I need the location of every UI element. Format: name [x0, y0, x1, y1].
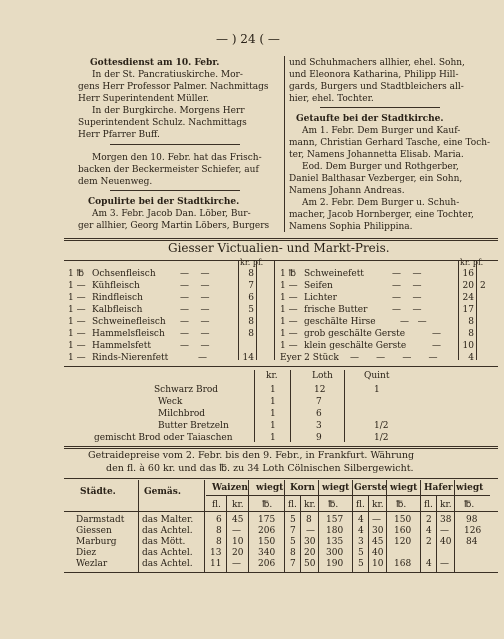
unit-header-left: kr. pf.	[240, 258, 264, 267]
kr: 8	[468, 329, 474, 339]
kr: 7	[248, 281, 254, 291]
measure: das Achtel.	[142, 548, 193, 558]
measure: das Mött.	[142, 537, 186, 547]
grain-header-rule	[64, 511, 498, 512]
kr: 16	[462, 269, 474, 279]
bread-quint: 1/2	[374, 433, 389, 443]
h-fl: 2	[426, 515, 432, 525]
g-kr: —	[372, 515, 381, 525]
qty: 1 —	[68, 341, 86, 351]
item: Lichter	[304, 293, 337, 303]
text-line: hier, ehel. Tochter.	[289, 94, 374, 104]
grain-header-wiegt: wiegt	[390, 483, 418, 493]
bread-item: Weck	[158, 397, 183, 407]
city: Diez	[76, 548, 97, 558]
dash: — —	[180, 281, 210, 291]
bread-loth: 7	[316, 397, 322, 407]
h-fl: 2	[426, 537, 432, 547]
text-line: ger allhier, Georg Martin Löbers, Burgers	[78, 221, 270, 231]
text-line: und Eleonora Katharina, Philipp Hill-	[289, 70, 459, 80]
g-lb: 150	[394, 515, 412, 525]
bread-quint: 1/2	[374, 421, 389, 431]
qty: 1 ℔	[68, 269, 84, 279]
kr: 14	[242, 353, 254, 363]
heading-copulirte: Copulirte bei der Stadtkirche.	[88, 197, 240, 207]
dash: — —	[392, 281, 422, 291]
grain-header-measure: Gemäs.	[144, 487, 181, 497]
bread-kr: 1	[270, 409, 276, 419]
prices-title-rule	[64, 260, 498, 261]
bread-item: Schwarz Brod	[154, 385, 219, 395]
bread-kr: 1	[270, 421, 276, 431]
item: Seifen	[304, 281, 333, 291]
dash: — —	[180, 269, 210, 279]
city: Wezlar	[76, 559, 108, 569]
grain-header-gerste: Gerste	[354, 483, 388, 493]
g-lb: 168	[394, 559, 412, 569]
column-divider	[284, 56, 285, 232]
text-line: Herr Superintendent Müller.	[78, 94, 210, 104]
unit-kr: kr.	[440, 500, 452, 510]
bread-loth: 6	[316, 409, 322, 419]
w-fl: 13	[210, 548, 222, 558]
k-kr: 50	[304, 559, 316, 569]
dash: — —	[400, 317, 427, 327]
unit-lb: ℔.	[396, 500, 407, 510]
g-kr: 40	[372, 548, 384, 558]
text-line: Am 1. Febr. Dem Burger und Kauf-	[302, 126, 461, 136]
price-col-rule	[238, 260, 239, 360]
w-lb: 206	[258, 559, 276, 569]
separator	[110, 144, 240, 145]
k-lb: 190	[326, 559, 344, 569]
qty: 1 —	[68, 317, 86, 327]
w-kr: 20	[232, 548, 244, 558]
text-line: Daniel Balthasar Vezberger, ein Sohn,	[289, 174, 463, 184]
bread-col-rule	[290, 370, 291, 442]
grain-col-rule	[352, 480, 353, 572]
bread-quint: 1	[374, 385, 380, 395]
dash: — —	[180, 341, 210, 351]
dash: — —	[392, 305, 422, 315]
item: Schweinefleisch	[92, 317, 166, 327]
measure: das Malter.	[142, 515, 194, 525]
k-kr: 30	[304, 537, 316, 547]
g-lb: 160	[394, 526, 412, 536]
grain-title-rule	[64, 478, 498, 479]
kr: 5	[248, 305, 254, 315]
bread-kr: 1	[270, 397, 276, 407]
unit-kr: kr.	[232, 500, 244, 510]
grain-header-korn: Korn	[290, 483, 315, 493]
grain-top-rule	[64, 446, 498, 449]
qty: 1 —	[68, 353, 86, 363]
k-fl: 5	[290, 515, 296, 525]
price-col-rule	[274, 260, 275, 360]
grain-header-waizen: Waizen	[212, 483, 248, 493]
kr: 8	[248, 317, 254, 327]
bread-loth: 3	[316, 421, 322, 431]
k-kr: —	[306, 526, 315, 536]
k-kr: 8	[306, 515, 312, 525]
qty: 1 —	[68, 329, 86, 339]
dash: —	[432, 341, 441, 351]
grain-bottom-rule	[64, 572, 498, 573]
k-kr: 20	[304, 548, 316, 558]
text-line: gens Herr Professor Palmer. Nachmittags	[78, 82, 269, 92]
kr: 8	[468, 317, 474, 327]
grain-title-line1: Getraidepreise vom 2. Febr. bis den 9. Febr., in Frankfurt. Währung	[88, 450, 415, 461]
unit-lb: ℔.	[262, 500, 273, 510]
kr: 4	[468, 353, 474, 363]
text-line: Eod. Dem Burger und Rothgerber,	[302, 162, 459, 172]
k-fl: 8	[290, 548, 296, 558]
prices-bottom-rule	[64, 366, 498, 367]
bread-item: Milchbrod	[158, 409, 206, 419]
text-line: Superintendent Schulz. Nachmittags	[78, 118, 247, 128]
bread-kr: 1	[270, 385, 276, 395]
g-lb: 120	[394, 537, 412, 547]
qty: 1 —	[280, 293, 298, 303]
grain-col-rule	[300, 496, 301, 572]
separator	[110, 190, 240, 191]
item: Hammelsfett	[92, 341, 151, 351]
bread-loth: 12	[314, 385, 326, 395]
unit-kr: kr.	[304, 500, 316, 510]
kr: 20	[462, 281, 474, 291]
kr: 17	[462, 305, 474, 315]
unit-fl: fl.	[212, 500, 221, 510]
bread-kr: 1	[270, 433, 276, 443]
kr: 8	[248, 329, 254, 339]
item: Ochsenfleisch	[92, 269, 156, 279]
page-number: — ) 24 ( —	[216, 32, 280, 46]
grain-header-wiegt: wiegt	[322, 483, 350, 493]
grain-header-wiegt: wiegt	[256, 483, 284, 493]
h-kr: —	[440, 559, 449, 569]
k-lb: 157	[326, 515, 344, 525]
g-fl: 5	[358, 559, 364, 569]
grain-col-rule	[386, 480, 387, 572]
measure: das Achtel.	[142, 526, 193, 536]
text-line: Namens Sophia Philippina.	[289, 222, 413, 232]
w-lb: 175	[258, 515, 276, 525]
k-lb: 180	[326, 526, 344, 536]
text-line: Morgen den 10. Febr. hat das Frisch-	[92, 153, 262, 163]
qty: 1 —	[280, 317, 298, 327]
k-fl: 5	[290, 537, 296, 547]
qty: 1 —	[68, 293, 86, 303]
bread-col-rule	[254, 370, 255, 442]
unit-fl: fl.	[288, 500, 297, 510]
g-kr: 45	[372, 537, 384, 547]
dash: —	[432, 329, 441, 339]
dash: — —	[180, 329, 210, 339]
bread-item: gemischt Brod oder Taiaschen	[94, 433, 233, 443]
text-line: ter, Namens Johannetta Elisab. Maria.	[289, 150, 464, 160]
grain-title-line2: den fl. à 60 kr. und das ℔. zu 34 Loth Cölnischen Silbergewicht.	[106, 463, 414, 474]
grain-header-hafer: Hafer	[424, 483, 453, 493]
g-fl: 4	[358, 526, 364, 536]
kr: 8	[248, 269, 254, 279]
text-line: dem Neuenweg.	[78, 177, 153, 187]
bread-col-rule	[344, 370, 345, 442]
w-fl: 8	[216, 537, 222, 547]
unit-fl: fl.	[424, 500, 433, 510]
item: Kühfleisch	[92, 281, 140, 291]
heading-getaufte: Getaufte bei der Stadtkirche.	[296, 114, 444, 124]
item: frische Butter	[304, 305, 368, 315]
h-lb: 98	[466, 515, 478, 525]
bread-header-quint: Quint	[364, 371, 390, 381]
w-fl: 8	[216, 526, 222, 536]
w-kr: —	[232, 526, 241, 536]
h-fl: 4	[426, 559, 432, 569]
w-kr: 45	[232, 515, 244, 525]
item: Kalbfleisch	[92, 305, 143, 315]
item: Rinds-Nierenfett	[92, 353, 169, 363]
kr: 6	[248, 293, 254, 303]
dash: — —	[180, 317, 210, 327]
grain-col-rule	[318, 480, 319, 572]
unit-kr: kr.	[372, 500, 384, 510]
g-fl: 4	[358, 515, 364, 525]
text-line: Am 2. Febr. Dem Burger u. Schuh-	[302, 198, 460, 208]
grain-col-rule	[248, 480, 249, 572]
heading-gottesdienst: Gottesdienst am 10. Febr.	[90, 58, 220, 68]
item: Hammelsfleisch	[92, 329, 165, 339]
k-fl: 7	[290, 559, 296, 569]
unit-fl: fl.	[356, 500, 365, 510]
text-line: Am 3. Febr. Jacob Dan. Löber, Bur-	[92, 209, 251, 219]
price-col-rule	[256, 260, 257, 360]
text-line: macher, Jacob Hornberger, eine Tochter,	[289, 210, 474, 220]
w-fl: 11	[210, 559, 222, 569]
text-line: und Schuhmachers allhier, ehel. Sohn,	[289, 58, 465, 68]
unit-lb: ℔.	[328, 500, 339, 510]
g-fl: 5	[358, 548, 364, 558]
w-lb: 150	[258, 537, 276, 547]
grain-col-rule	[454, 480, 455, 572]
h-lb: 126	[464, 526, 482, 536]
dash: — —	[180, 293, 210, 303]
pf: 2	[480, 281, 486, 291]
k-lb: 135	[326, 537, 344, 547]
price-col-rule	[476, 260, 477, 360]
text-line: In der Burgkirche. Morgens Herr	[92, 106, 245, 116]
grain-col-rule	[204, 480, 205, 572]
item: klein geschälte Gerste	[304, 341, 407, 351]
g-kr: 10	[372, 559, 384, 569]
h-kr: 38	[440, 515, 452, 525]
unit-lb: ℔.	[464, 500, 475, 510]
kr: 10	[462, 341, 474, 351]
dash: — —	[180, 305, 210, 315]
unit-header-right: kr. pf.	[460, 258, 484, 267]
bread-header-kr: kr.	[266, 371, 278, 381]
grain-header-wiegt: wiegt	[456, 483, 484, 493]
city: Marburg	[76, 537, 117, 547]
text-line: mann, Christian Gerhard Tasche, eine Toch-	[289, 138, 491, 148]
bread-loth: 9	[316, 433, 322, 443]
grain-col-rule	[368, 496, 369, 572]
w-lb: 340	[258, 548, 276, 558]
grain-col-rule	[226, 496, 227, 572]
h-kr: 40	[440, 537, 452, 547]
qty: 1 —	[280, 281, 298, 291]
w-kr: —	[232, 559, 241, 569]
dash: — — — —	[350, 353, 438, 363]
grain-col-rule	[436, 496, 437, 572]
bread-header-loth: Loth	[312, 371, 333, 381]
item: Schweinefett	[304, 269, 364, 279]
h-fl: 4	[426, 526, 432, 536]
dash: —	[198, 353, 207, 363]
bread-item: Butter Bretzeln	[158, 421, 229, 431]
qty: 1 —	[68, 281, 86, 291]
grain-col-rule	[420, 480, 421, 572]
w-kr: 10	[232, 537, 244, 547]
city: Giessen	[76, 526, 112, 536]
text-line: backen der Beckermeister Schiefer, auf	[78, 165, 259, 175]
h-kr: —	[440, 526, 449, 536]
text-line: In der St. Pancratiuskirche. Mor-	[92, 70, 243, 80]
text-line: Herr Pfarrer Buff.	[78, 130, 160, 140]
prices-title: Giesser Victualien- und Markt-Preis.	[168, 241, 390, 255]
qty: Eyer 2 Stück	[280, 353, 339, 363]
k-fl: 7	[290, 526, 296, 536]
w-fl: 6	[216, 515, 222, 525]
qty: 1 —	[280, 341, 298, 351]
qty: 1 —	[280, 305, 298, 315]
text-line: Namens Johann Andreas.	[289, 186, 405, 196]
dash: — —	[392, 293, 422, 303]
grain-col-rule	[284, 480, 285, 572]
grain-header-cities: Städte.	[80, 487, 116, 497]
dash: — —	[392, 269, 422, 279]
g-fl: 3	[358, 537, 364, 547]
w-lb: 206	[258, 526, 276, 536]
qty: 1 ℔	[280, 269, 296, 279]
qty: 1 —	[68, 305, 86, 315]
grain-col-rule	[138, 480, 139, 572]
item: geschälte Hirse	[304, 317, 376, 327]
qty: 1 —	[280, 329, 298, 339]
item: grob geschälte Gerste	[304, 329, 406, 339]
kr: 24	[462, 293, 474, 303]
text-line: gards, Burgers und Stadtbleichers all-	[289, 82, 464, 92]
measure: das Achtel.	[142, 559, 193, 569]
h-lb: 84	[466, 537, 478, 547]
k-lb: 300	[326, 548, 344, 558]
separator	[320, 107, 440, 108]
city: Darmstadt	[76, 515, 125, 525]
g-kr: 30	[372, 526, 384, 536]
item: Rindfleisch	[92, 293, 143, 303]
